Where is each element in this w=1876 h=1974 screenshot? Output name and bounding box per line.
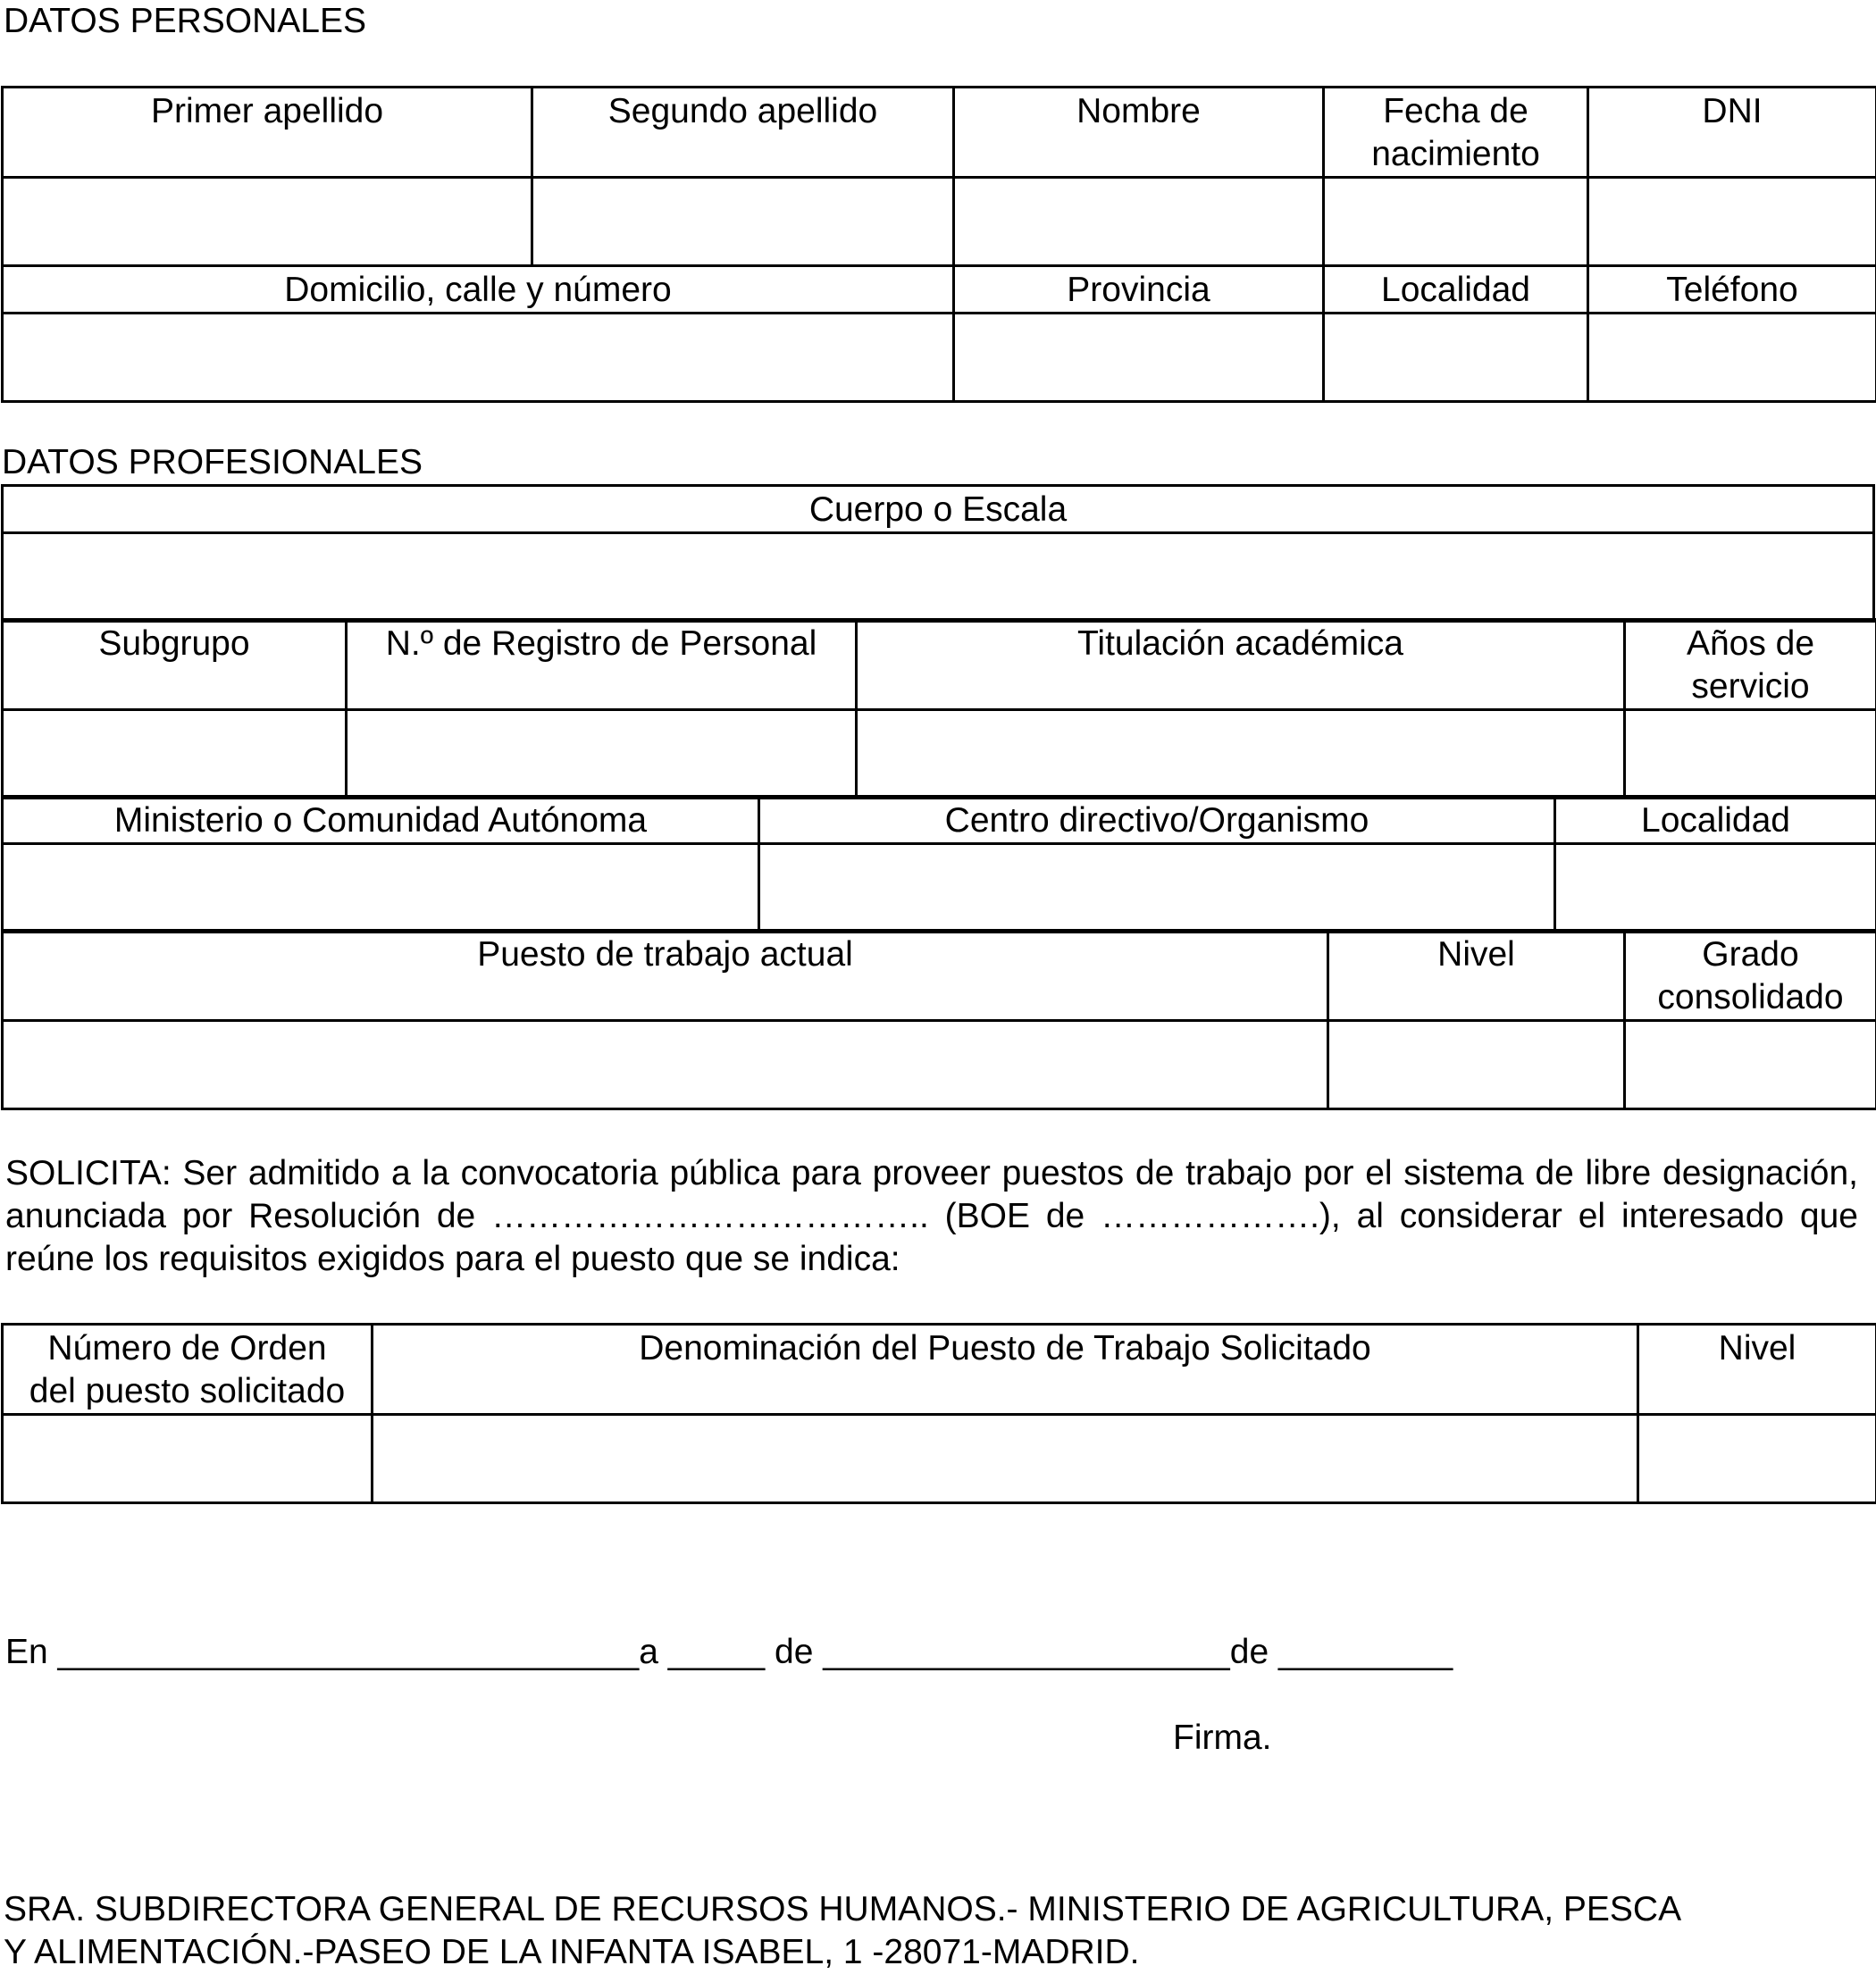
header-denominacion-puesto: Denominación del Puesto de Trabajo Solicitado <box>373 1325 1638 1415</box>
field-denominacion-puesto[interactable] <box>373 1415 1638 1503</box>
footer-address-line1: SRA. SUBDIRECTORA GENERAL DE RECURSOS HUMANOS.- MINISTERIO DE AGRICULTURA, PESCA <box>4 1888 1681 1931</box>
personal-data-table <box>1 86 1876 403</box>
field-grado-consolidado[interactable] <box>1625 1021 1876 1109</box>
requested-position-table <box>1 1323 1876 1504</box>
header-grado-line1: Grado <box>1702 935 1798 974</box>
field-nombre[interactable] <box>954 178 1324 266</box>
footer-address-line2: Y ALIMENTACIÓN.-PASEO DE LA INFANTA ISABEL, 1 -28071-MADRID. <box>4 1931 1140 1974</box>
field-segundo-apellido[interactable] <box>532 178 954 266</box>
professional-puesto-table <box>1 929 1876 1110</box>
header-nivel-solicitado: Nivel <box>1638 1325 1876 1415</box>
header-numero-orden <box>3 1325 373 1415</box>
header-titulacion: Titulación académica <box>857 620 1625 710</box>
field-registro-personal[interactable] <box>347 710 857 799</box>
header-puesto-actual: Puesto de trabajo actual <box>3 931 1328 1021</box>
field-anos-servicio[interactable] <box>1625 710 1876 799</box>
header-fecha-line2: nacimiento <box>1371 135 1540 173</box>
place-date-line: En ______________________________a _____ de _____________________de _________ <box>5 1631 1453 1674</box>
header-anos-servicio <box>1625 620 1876 710</box>
professional-cuerpo-table <box>1 484 1875 623</box>
header-fecha-nacimiento <box>1324 88 1588 178</box>
field-fecha-nacimiento[interactable] <box>1324 178 1588 266</box>
header-localidad: Localidad <box>1324 266 1588 314</box>
field-centro-directivo[interactable] <box>759 844 1555 933</box>
header-telefono: Teléfono <box>1588 266 1876 314</box>
header-anos-line1: Años de <box>1687 624 1814 663</box>
header-orden-line1: Número de Orden <box>47 1329 326 1368</box>
field-subgrupo[interactable] <box>3 710 347 799</box>
field-localidad-profesional[interactable] <box>1555 844 1876 933</box>
professional-ministerio-table <box>1 795 1876 933</box>
section-title-personal: DATOS PERSONALES <box>4 0 366 43</box>
header-provincia: Provincia <box>954 266 1324 314</box>
section-title-professional: DATOS PROFESIONALES <box>2 441 423 484</box>
header-fecha-line1: Fecha de <box>1383 92 1528 130</box>
request-paragraph: SOLICITA: Ser admitido a la convocatoria pública para proveer puestos de trabajo por el sistema de libre designación, anunciada por Resolución de ……………………………….. (BOE de ……………….), al considerar el interesado que reúne los requisitos exigidos para el puesto que se indica: <box>5 1152 1858 1281</box>
header-localidad-profesional: Localidad <box>1555 797 1876 844</box>
field-provincia[interactable] <box>954 314 1324 402</box>
field-dni[interactable] <box>1588 178 1876 266</box>
field-telefono[interactable] <box>1588 314 1876 402</box>
field-titulacion[interactable] <box>857 710 1625 799</box>
header-centro-directivo: Centro directivo/Organismo <box>759 797 1555 844</box>
header-orden-line2: del puesto solicitado <box>29 1372 345 1410</box>
header-cuerpo-escala: Cuerpo o Escala <box>3 486 1874 533</box>
field-nivel-solicitado[interactable] <box>1638 1415 1876 1503</box>
field-ministerio[interactable] <box>3 844 759 933</box>
header-nombre: Nombre <box>954 88 1324 178</box>
header-domicilio: Domicilio, calle y número <box>3 266 954 314</box>
header-nivel-actual: Nivel <box>1328 931 1625 1021</box>
header-primer-apellido: Primer apellido <box>3 88 532 178</box>
header-subgrupo: Subgrupo <box>3 620 347 710</box>
header-segundo-apellido: Segundo apellido <box>532 88 954 178</box>
field-domicilio[interactable] <box>3 314 954 402</box>
field-localidad[interactable] <box>1324 314 1588 402</box>
header-dni: DNI <box>1588 88 1876 178</box>
header-ministerio: Ministerio o Comunidad Autónoma <box>3 797 759 844</box>
field-puesto-actual[interactable] <box>3 1021 1328 1109</box>
field-numero-orden[interactable] <box>3 1415 373 1503</box>
field-primer-apellido[interactable] <box>3 178 532 266</box>
header-grado-line2: consolidado <box>1657 978 1843 1016</box>
firma-label: Firma. <box>1173 1717 1272 1760</box>
field-nivel-actual[interactable] <box>1328 1021 1625 1109</box>
professional-subgrupo-table <box>1 618 1876 799</box>
field-cuerpo-escala[interactable] <box>3 533 1874 622</box>
header-registro-personal: N.º de Registro de Personal <box>347 620 857 710</box>
header-grado-consolidado <box>1625 931 1876 1021</box>
header-anos-line2: servicio <box>1691 667 1809 706</box>
